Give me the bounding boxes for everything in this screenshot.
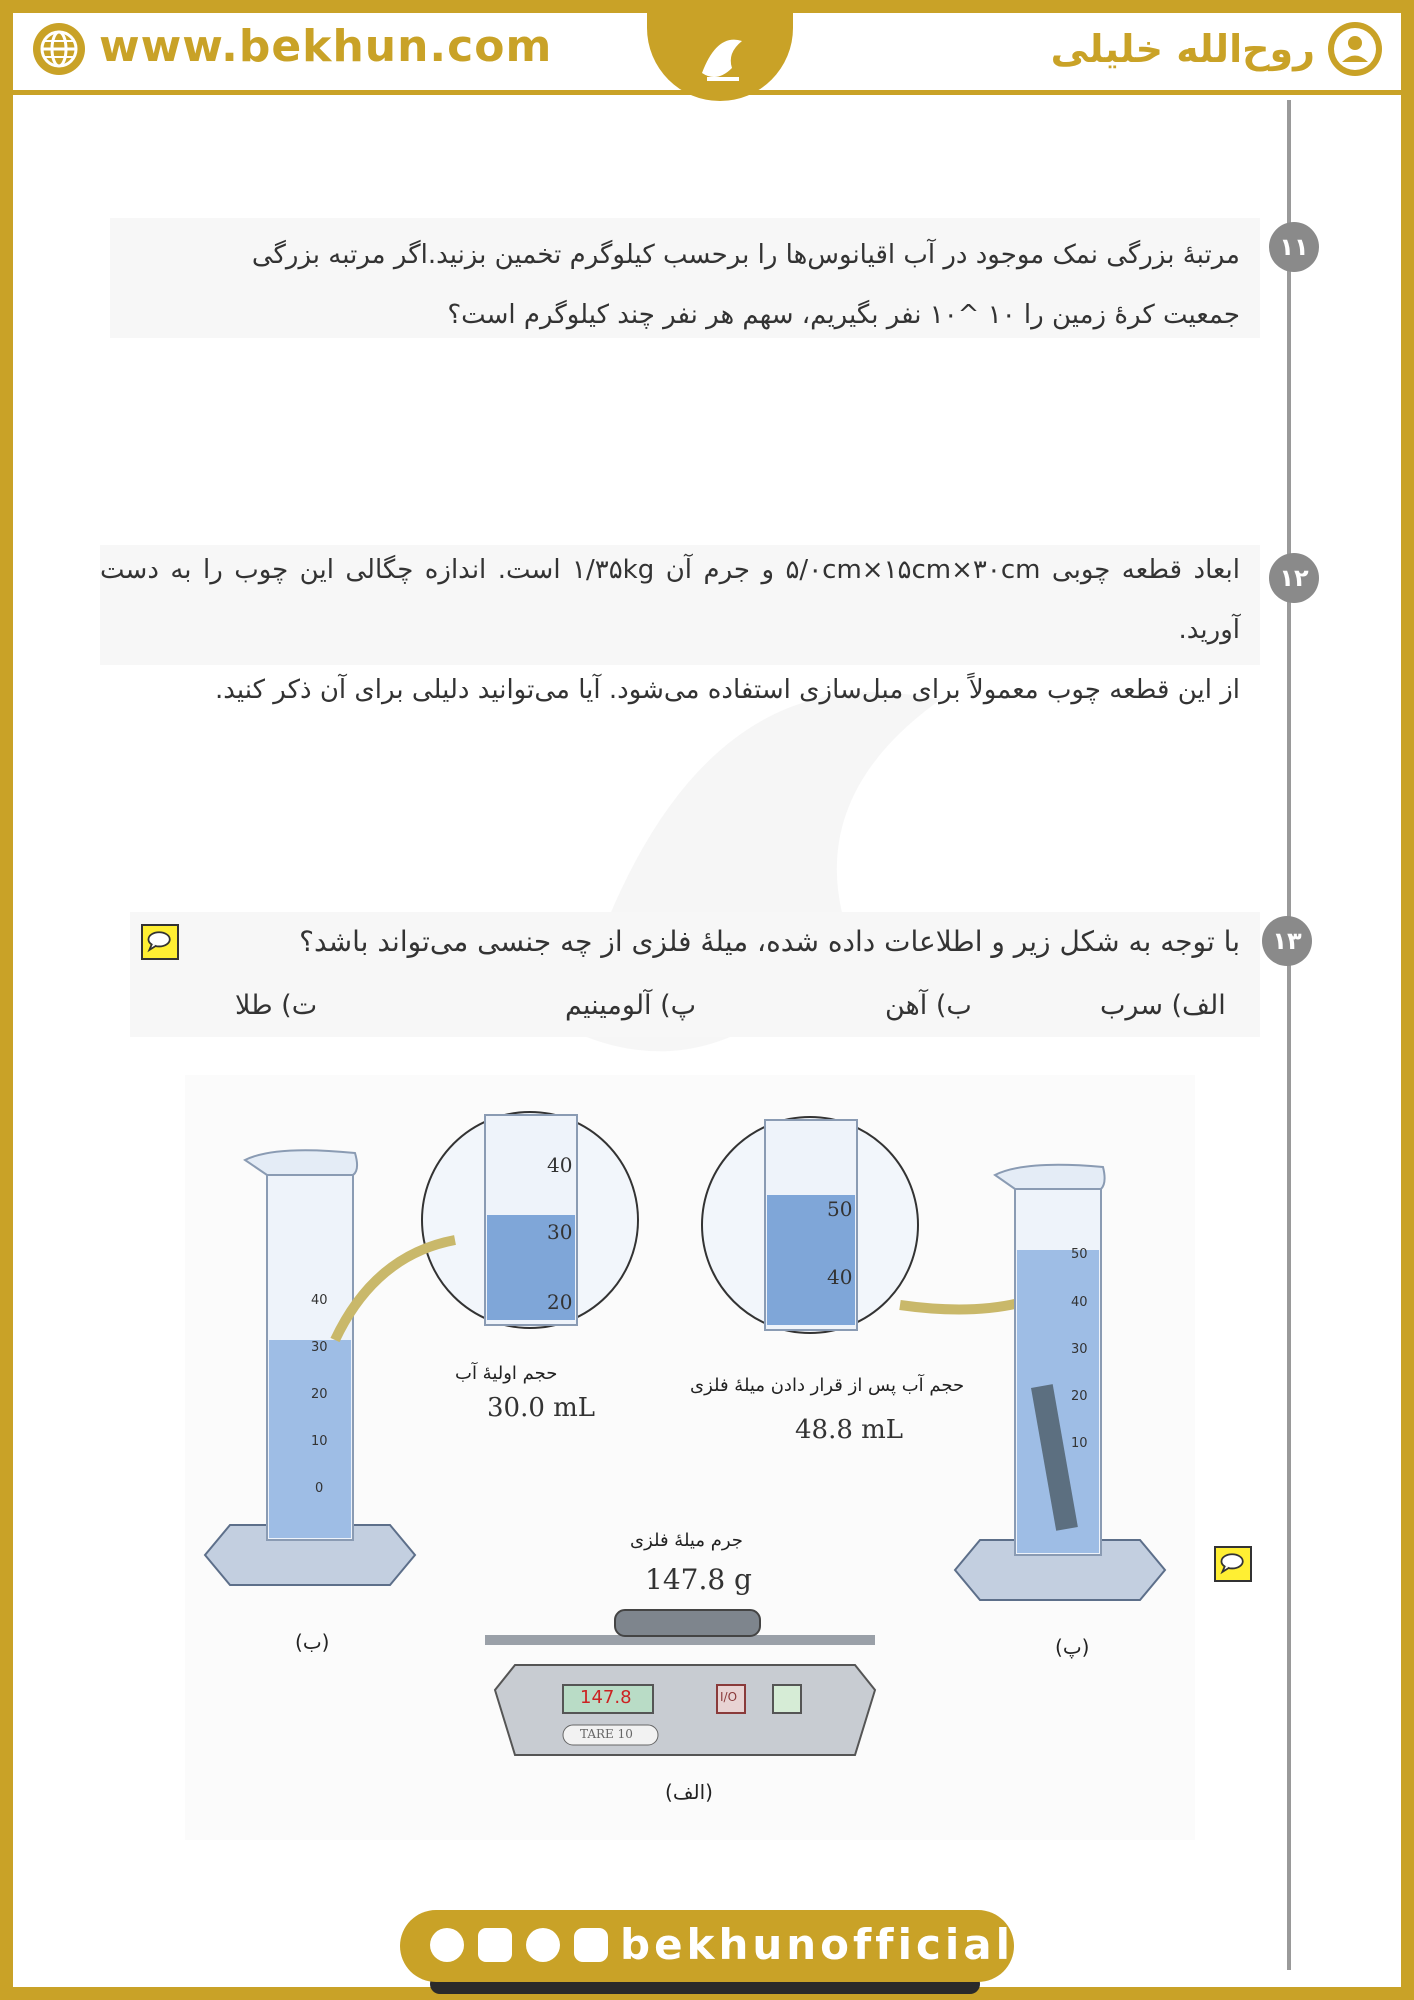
caption-left: (ب)	[295, 1630, 330, 1654]
option-c: پ) آلومینیم	[565, 990, 697, 1021]
right-cyl-tick-20: 20	[1071, 1389, 1088, 1404]
scale-button-2	[773, 1685, 801, 1713]
question-11-line-2: جمعیت کرهٔ زمین را ۱۰ ^۱۰ نفر بگیریم، سهم هر نفر چند کیلوگرم است؟	[447, 300, 1240, 330]
option-a: الف) سرب	[1100, 990, 1226, 1021]
mass-label: جرم میلهٔ فلزی	[630, 1530, 743, 1551]
author-name: روح‌الله خلیلی	[1050, 27, 1315, 71]
left-cyl-tick-10: 10	[311, 1434, 328, 1449]
left-cyl-tick-40: 40	[311, 1293, 328, 1308]
instagram-icon[interactable]	[574, 1928, 608, 1962]
question-13-text: با توجه به شکل زیر و اطلاعات داده شده، میلهٔ فلزی از چه جنسی می‌تواند باشد؟	[299, 925, 1240, 958]
header	[13, 13, 1401, 95]
right-cyl-tick-10: 10	[1071, 1436, 1088, 1451]
user-icon	[1325, 19, 1385, 79]
footer-social-bar	[400, 1910, 1014, 1982]
right-cyl-tick-50: 50	[1071, 1247, 1088, 1262]
initial-volume-label: حجم اولیهٔ آب	[455, 1363, 558, 1384]
right-zoom-tick-50: 50	[827, 1197, 853, 1221]
aparat-icon[interactable]	[430, 1928, 464, 1962]
question-12-line-1: ابعاد قطعه چوبی ۵/۰cm×۱۵cm×۳۰cm و جرم آن ۱/۳۵kg است. اندازه چگالی این چوب را به دست آورید.	[100, 555, 1240, 645]
question-number-12: ۱۲	[1269, 553, 1319, 603]
option-b: ب) آهن	[885, 990, 972, 1021]
comment-icon-2[interactable]	[1214, 1546, 1252, 1582]
right-cyl-tick-30: 30	[1071, 1342, 1088, 1357]
question-12-line-2: از این قطعه چوب معمولاً برای مبل‌سازی استفاده می‌شود. آیا می‌توانید دلیلی برای آن ذکر کنید.	[215, 675, 1240, 705]
social-handle[interactable]: bekhunofficial	[620, 1920, 1015, 1969]
brand-logo	[647, 13, 793, 101]
tare-label: TARE 10	[580, 1727, 633, 1741]
question-11-text	[120, 225, 1240, 345]
website-link[interactable]: www.bekhun.com	[99, 21, 553, 72]
left-cyl-tick-0: 0	[315, 1481, 324, 1496]
right-zoom-tick-40: 40	[827, 1265, 853, 1289]
globe-icon	[29, 19, 89, 79]
option-d: ت) طلا	[235, 990, 318, 1021]
experiment-figure	[185, 1075, 1195, 1840]
left-zoom-tick-40: 40	[547, 1153, 573, 1177]
scale-io-label: I/O	[720, 1690, 738, 1704]
left-cylinder-water	[269, 1340, 351, 1538]
after-volume-label: حجم آب پس از قرار دادن میلهٔ فلزی	[690, 1375, 965, 1396]
left-cyl-tick-20: 20	[311, 1387, 328, 1402]
metal-rod-on-scale	[615, 1610, 760, 1636]
youtube-icon[interactable]	[478, 1928, 512, 1962]
telegram-icon[interactable]	[526, 1928, 560, 1962]
question-11-line-1: مرتبهٔ بزرگی نمک موجود در آب اقیانوس‌ها را برحسب کیلوگرم تخمین بزنید.اگر مرتبه بزرگی	[251, 240, 1240, 270]
mass-value: 147.8 g	[645, 1563, 752, 1596]
left-cyl-tick-30: 30	[311, 1340, 328, 1355]
question-number-11: ۱۱	[1269, 222, 1319, 272]
question-12-text	[100, 540, 1240, 720]
figure-drawing	[185, 1075, 1195, 1840]
scale-display-text: 147.8	[580, 1687, 632, 1708]
question-number-13: ۱۳	[1262, 916, 1312, 966]
caption-bottom: (الف)	[665, 1780, 713, 1804]
balance-body	[495, 1665, 875, 1755]
initial-volume-value: 30.0 mL	[487, 1393, 596, 1423]
left-zoom-tick-20: 20	[547, 1290, 573, 1314]
margin-line	[1287, 100, 1291, 1970]
comment-icon[interactable]	[141, 924, 179, 960]
right-cyl-tick-40: 40	[1071, 1295, 1088, 1310]
after-volume-value: 48.8 mL	[795, 1415, 904, 1445]
caption-right: (پ)	[1055, 1635, 1090, 1659]
left-zoom-tick-30: 30	[547, 1220, 573, 1244]
